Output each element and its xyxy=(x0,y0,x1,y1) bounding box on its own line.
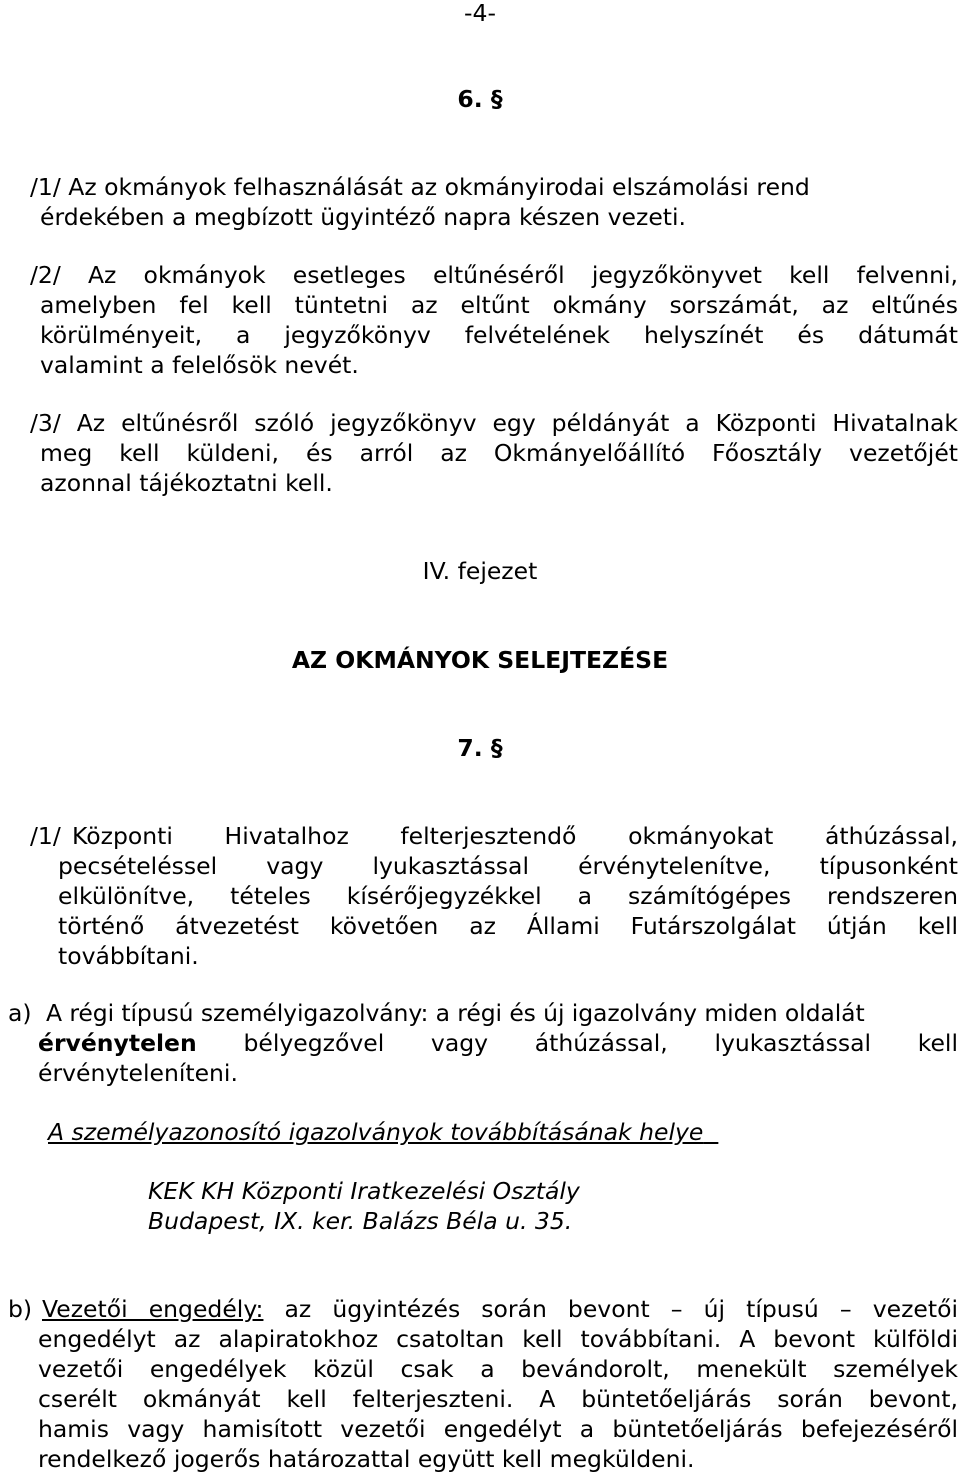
section-6-paragraph-3 xyxy=(30,408,958,498)
section-7-paragraph-1-prefix: /1/ xyxy=(30,822,61,850)
line-rest: az ügyintézés során bevont – új típusú – vezetői xyxy=(284,1295,958,1323)
item-b-text xyxy=(38,1294,958,1474)
item-a-text xyxy=(38,998,958,1088)
driving-licence-term: Vezetői engedély: xyxy=(42,1295,264,1323)
paragraph-line: Központi Hivatalhoz felterjesztendő okmányokat áthúzással, xyxy=(72,822,958,850)
paragraph-line: továbbítani. xyxy=(58,942,199,970)
item-b-label: b) xyxy=(8,1295,33,1323)
paragraph-line: pecsételéssel vagy lyukasztással érvénytelenítve, típusonként xyxy=(58,852,958,880)
paragraph-line: azonnal tájékoztatni kell. xyxy=(40,469,333,497)
line-rest: bélyegzővel vagy áthúzással, lyukasztással kell xyxy=(243,1029,958,1057)
chapter-title: AZ OKMÁNYOK SELEJTEZÉSE xyxy=(291,646,669,674)
paragraph-line: A régi típusú személyigazolvány: a régi és új igazolvány miden oldalát xyxy=(46,999,865,1027)
forwarding-heading xyxy=(48,1117,718,1147)
address-line: KEK KH Központi Iratkezelési Osztály xyxy=(148,1177,580,1205)
invalid-keyword: érvénytelen xyxy=(38,1029,197,1057)
section-6-heading: 6. § xyxy=(457,85,503,113)
page-number: -4- xyxy=(464,0,496,27)
paragraph-line: hamis vagy hamisított vezetői engedélyt a büntetőeljárás befejezéséről xyxy=(38,1415,958,1443)
forwarding-heading-text: A személyazonosító igazolványok továbbításának helye xyxy=(48,1118,704,1146)
paragraph-line: valamint a felelősök nevét. xyxy=(40,351,359,379)
paragraph-line: meg kell küldeni, és arról az Okmányelőállító Főosztály vezetőjét xyxy=(40,439,958,467)
paragraph-line: /3/ Az eltűnésről szóló jegyzőkönyv egy példányát a Központi Hivatalnak xyxy=(30,409,958,437)
paragraph-line: érdekében a megbízott ügyintéző napra készen vezeti. xyxy=(40,203,686,231)
paragraph-line: elkülönítve, tételes kísérőjegyzékkel a számítógépes rendszeren xyxy=(58,882,958,910)
section-7-paragraph-1 xyxy=(58,821,958,971)
chapter-number: IV. fejezet xyxy=(422,557,538,585)
paragraph-line: /2/ Az okmányok esetleges eltűnéséről jegyzőkönyvet kell felvenni, xyxy=(30,261,958,289)
paragraph-line: cserélt okmányát kell felterjeszteni. A büntetőeljárás során bevont, xyxy=(38,1385,958,1413)
paragraph-line: amelyben fel kell tüntetni az eltűnt okmány sorszámát, az eltűnés xyxy=(40,291,958,319)
address-block xyxy=(148,1176,580,1236)
address-line: Budapest, IX. ker. Balázs Béla u. 35. xyxy=(148,1207,573,1235)
item-a-label: a) xyxy=(8,999,32,1027)
paragraph-line: érvényteleníteni. xyxy=(38,1059,238,1087)
paragraph-line: vezetői engedélyek közül csak a bevándorolt, menekült személyek xyxy=(38,1355,958,1383)
paragraph-line xyxy=(42,1294,958,1324)
paragraph-line: /1/ Az okmányok felhasználását az okmányirodai elszámolási rend xyxy=(30,173,810,201)
paragraph-line xyxy=(38,1028,958,1058)
paragraph-line: történő átvezetést követően az Állami Futárszolgálat útján kell xyxy=(58,912,958,940)
section-6-paragraph-1 xyxy=(30,172,850,232)
section-6-paragraph-2 xyxy=(30,260,958,380)
paragraph-line: engedélyt az alapiratokhoz csatoltan kell továbbítani. A bevont külföldi xyxy=(38,1325,958,1353)
section-7-heading: 7. § xyxy=(457,734,503,762)
paragraph-line: körülményeit, a jegyzőkönyv felvételének helyszínét és dátumát xyxy=(40,321,958,349)
paragraph-line: rendelkező jogerős határozattal együtt kell megküldeni. xyxy=(38,1445,695,1473)
